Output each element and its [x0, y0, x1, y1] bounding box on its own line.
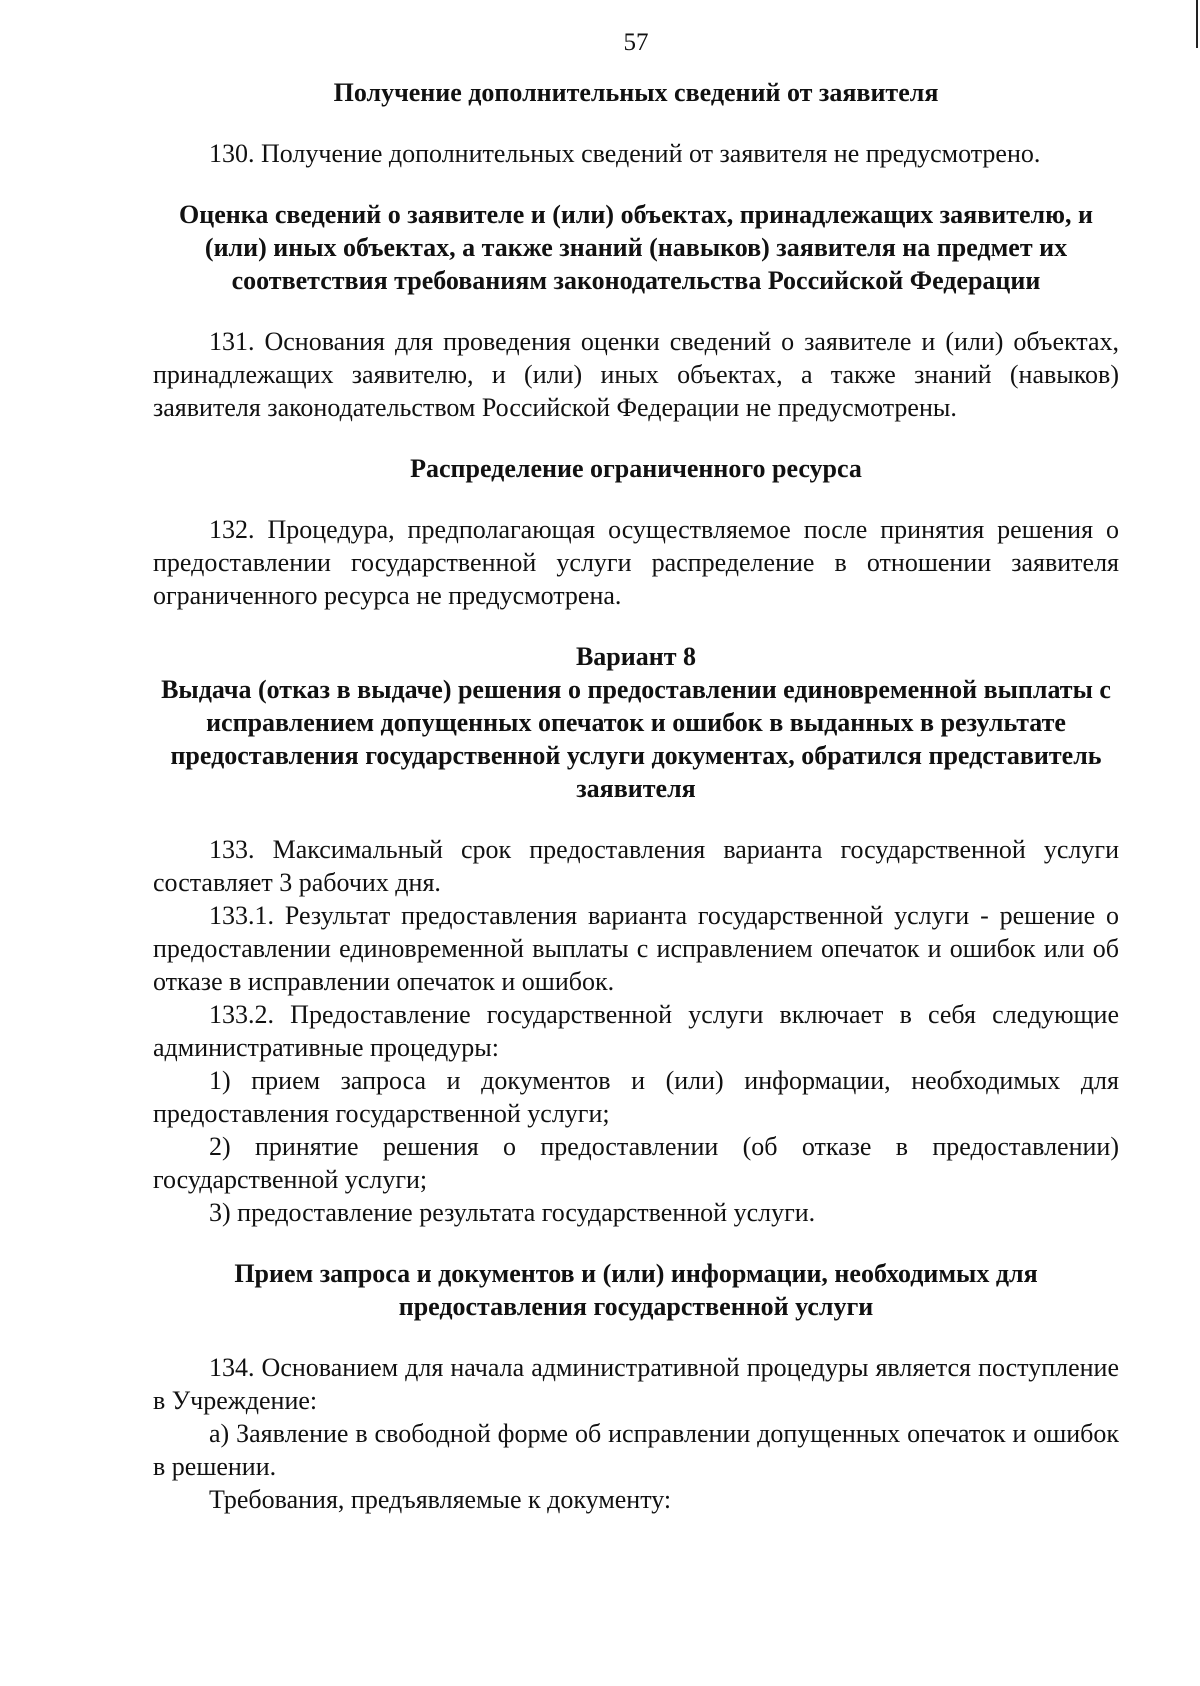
list-item-3: 3) предоставление результата государственной услуги. [209, 1198, 816, 1227]
paragraph-133-2: 133.2. Предоставление государственной услуги включает в себя следующие административные процедуры: [153, 1000, 1119, 1062]
list-item-1: 1) прием запроса и документов и (или) информации, необходимых для предоставления государственной услуги; [153, 1066, 1119, 1128]
paragraph-requirements: Требования, предъявляемые к документу: [209, 1485, 672, 1514]
page-number: 57 [623, 29, 649, 56]
paragraph-133: 133. Максимальный срок предоставления варианта государственной услуги составляет 3 рабочих дня. [153, 835, 1119, 897]
paragraph-132: 132. Процедура, предполагающая осуществляемое после принятия решения о предоставлении государственной услуги распределение в отношении заявителя ограниченного ресурса не предусмотрена. [153, 515, 1119, 610]
document-content [153, 26, 1119, 1516]
paragraph-131: 131. Основания для проведения оценки сведений о заявителе и (или) объектах, принадлежащих заявителю, и (или) иных объектах, а также знаний (навыков) заявителя законодательством Российской Федерации не предусмотрены. [153, 327, 1119, 422]
page-edge-line [1196, 0, 1198, 48]
heading-variant-number: Вариант 8 [575, 642, 697, 671]
heading-assessment: Оценка сведений о заявителе и (или) объектах, принадлежащих заявителю, и (или) иных объектах, а также знаний (навыков) заявителя на предмет их соответствия требованиям законодательства Российской Федерации [179, 200, 1093, 295]
heading-request-reception: Прием запроса и документов и (или) информации, необходимых для предоставления государственной услуги [234, 1259, 1038, 1321]
list-item-2: 2) принятие решения о предоставлении (об отказе в предоставлении) государственной услуги; [153, 1132, 1119, 1194]
heading-resource-distribution: Распределение ограниченного ресурса [410, 454, 862, 483]
paragraph-134: 134. Основанием для начала административной процедуры является поступление в Учреждение: [153, 1353, 1119, 1415]
heading-additional-info: Получение дополнительных сведений от заявителя [333, 78, 939, 107]
paragraph-134-a: а) Заявление в свободной форме об исправлении допущенных опечаток и ошибок в решении. [153, 1419, 1119, 1481]
paragraph-130: 130. Получение дополнительных сведений от заявителя не предусмотрено. [209, 139, 1041, 168]
paragraph-133-1: 133.1. Результат предоставления варианта государственной услуги - решение о предоставлении единовременной выплаты с исправлением опечаток и ошибок или об отказе в исправлении опечаток и ошибок. [153, 901, 1119, 996]
heading-variant-title: Выдача (отказ в выдаче) решения о предоставлении единовременной выплаты с исправлением допущенных опечаток и ошибок в выданных в результате предоставления государственной услуги документах, обратился представитель заявителя [161, 675, 1111, 803]
